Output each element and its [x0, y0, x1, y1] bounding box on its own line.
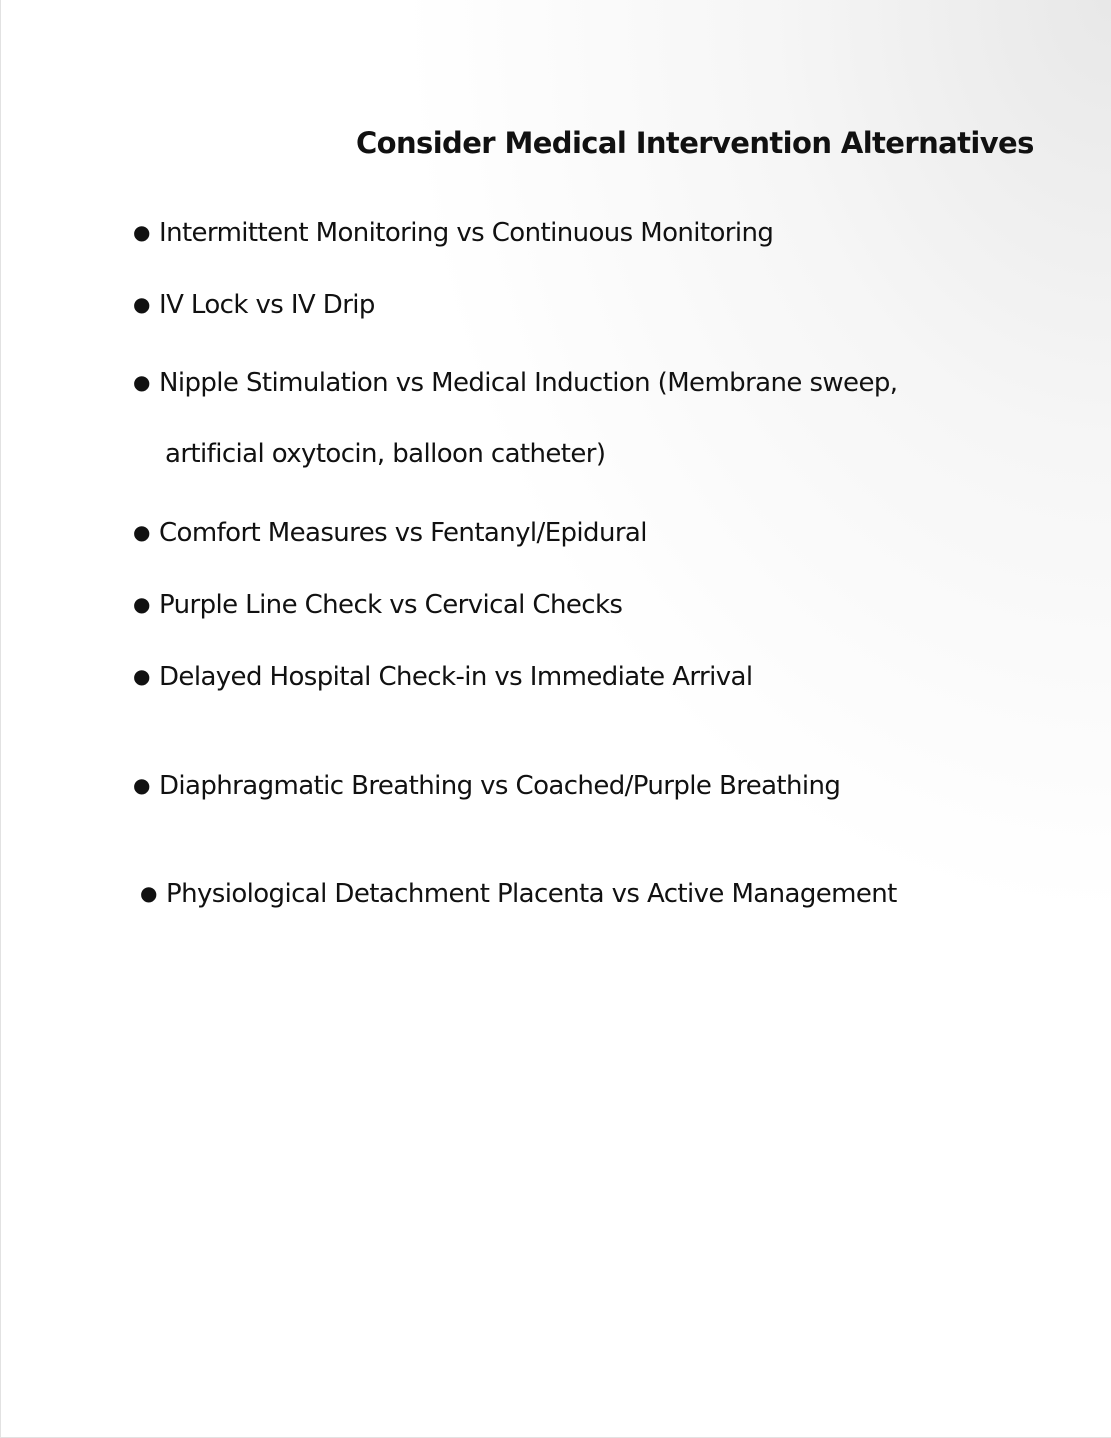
list-item-text: Purple Line Check vs Cervical Checks — [159, 590, 623, 620]
list-item — [133, 286, 375, 323]
list-item-text: Comfort Measures vs Fentanyl/Epidural — [159, 518, 647, 548]
list-item-text: Diaphragmatic Breathing vs Coached/Purple Breathing — [159, 771, 841, 801]
list-item-text: Physiological Detachment Placenta vs Active Management — [166, 879, 897, 909]
bullet-icon: ● — [133, 292, 150, 316]
list-item — [133, 767, 840, 804]
list-item — [133, 514, 647, 551]
bullet-icon: ● — [140, 881, 157, 905]
bullet-icon: ● — [133, 220, 150, 244]
list-item-text: Delayed Hospital Check-in vs Immediate Arrival — [159, 662, 753, 692]
bullet-icon: ● — [133, 664, 150, 688]
list-item-text: Nipple Stimulation vs Medical Induction (Membrane sweep, — [159, 368, 898, 398]
bullet-icon: ● — [133, 370, 150, 394]
bullet-icon: ● — [133, 592, 150, 616]
list-item-text: IV Lock vs IV Drip — [159, 290, 375, 320]
list-item — [133, 658, 753, 695]
bullet-icon: ● — [133, 520, 150, 544]
bullet-icon: ● — [133, 773, 150, 797]
list-item — [133, 364, 897, 401]
page-title: Consider Medical Intervention Alternatives — [356, 126, 1034, 160]
list-item — [133, 586, 622, 623]
list-item-text: Intermittent Monitoring vs Continuous Monitoring — [159, 218, 774, 248]
list-item — [140, 875, 897, 912]
list-item-continuation: artificial oxytocin, balloon catheter) — [165, 439, 606, 469]
list-item — [133, 214, 773, 251]
